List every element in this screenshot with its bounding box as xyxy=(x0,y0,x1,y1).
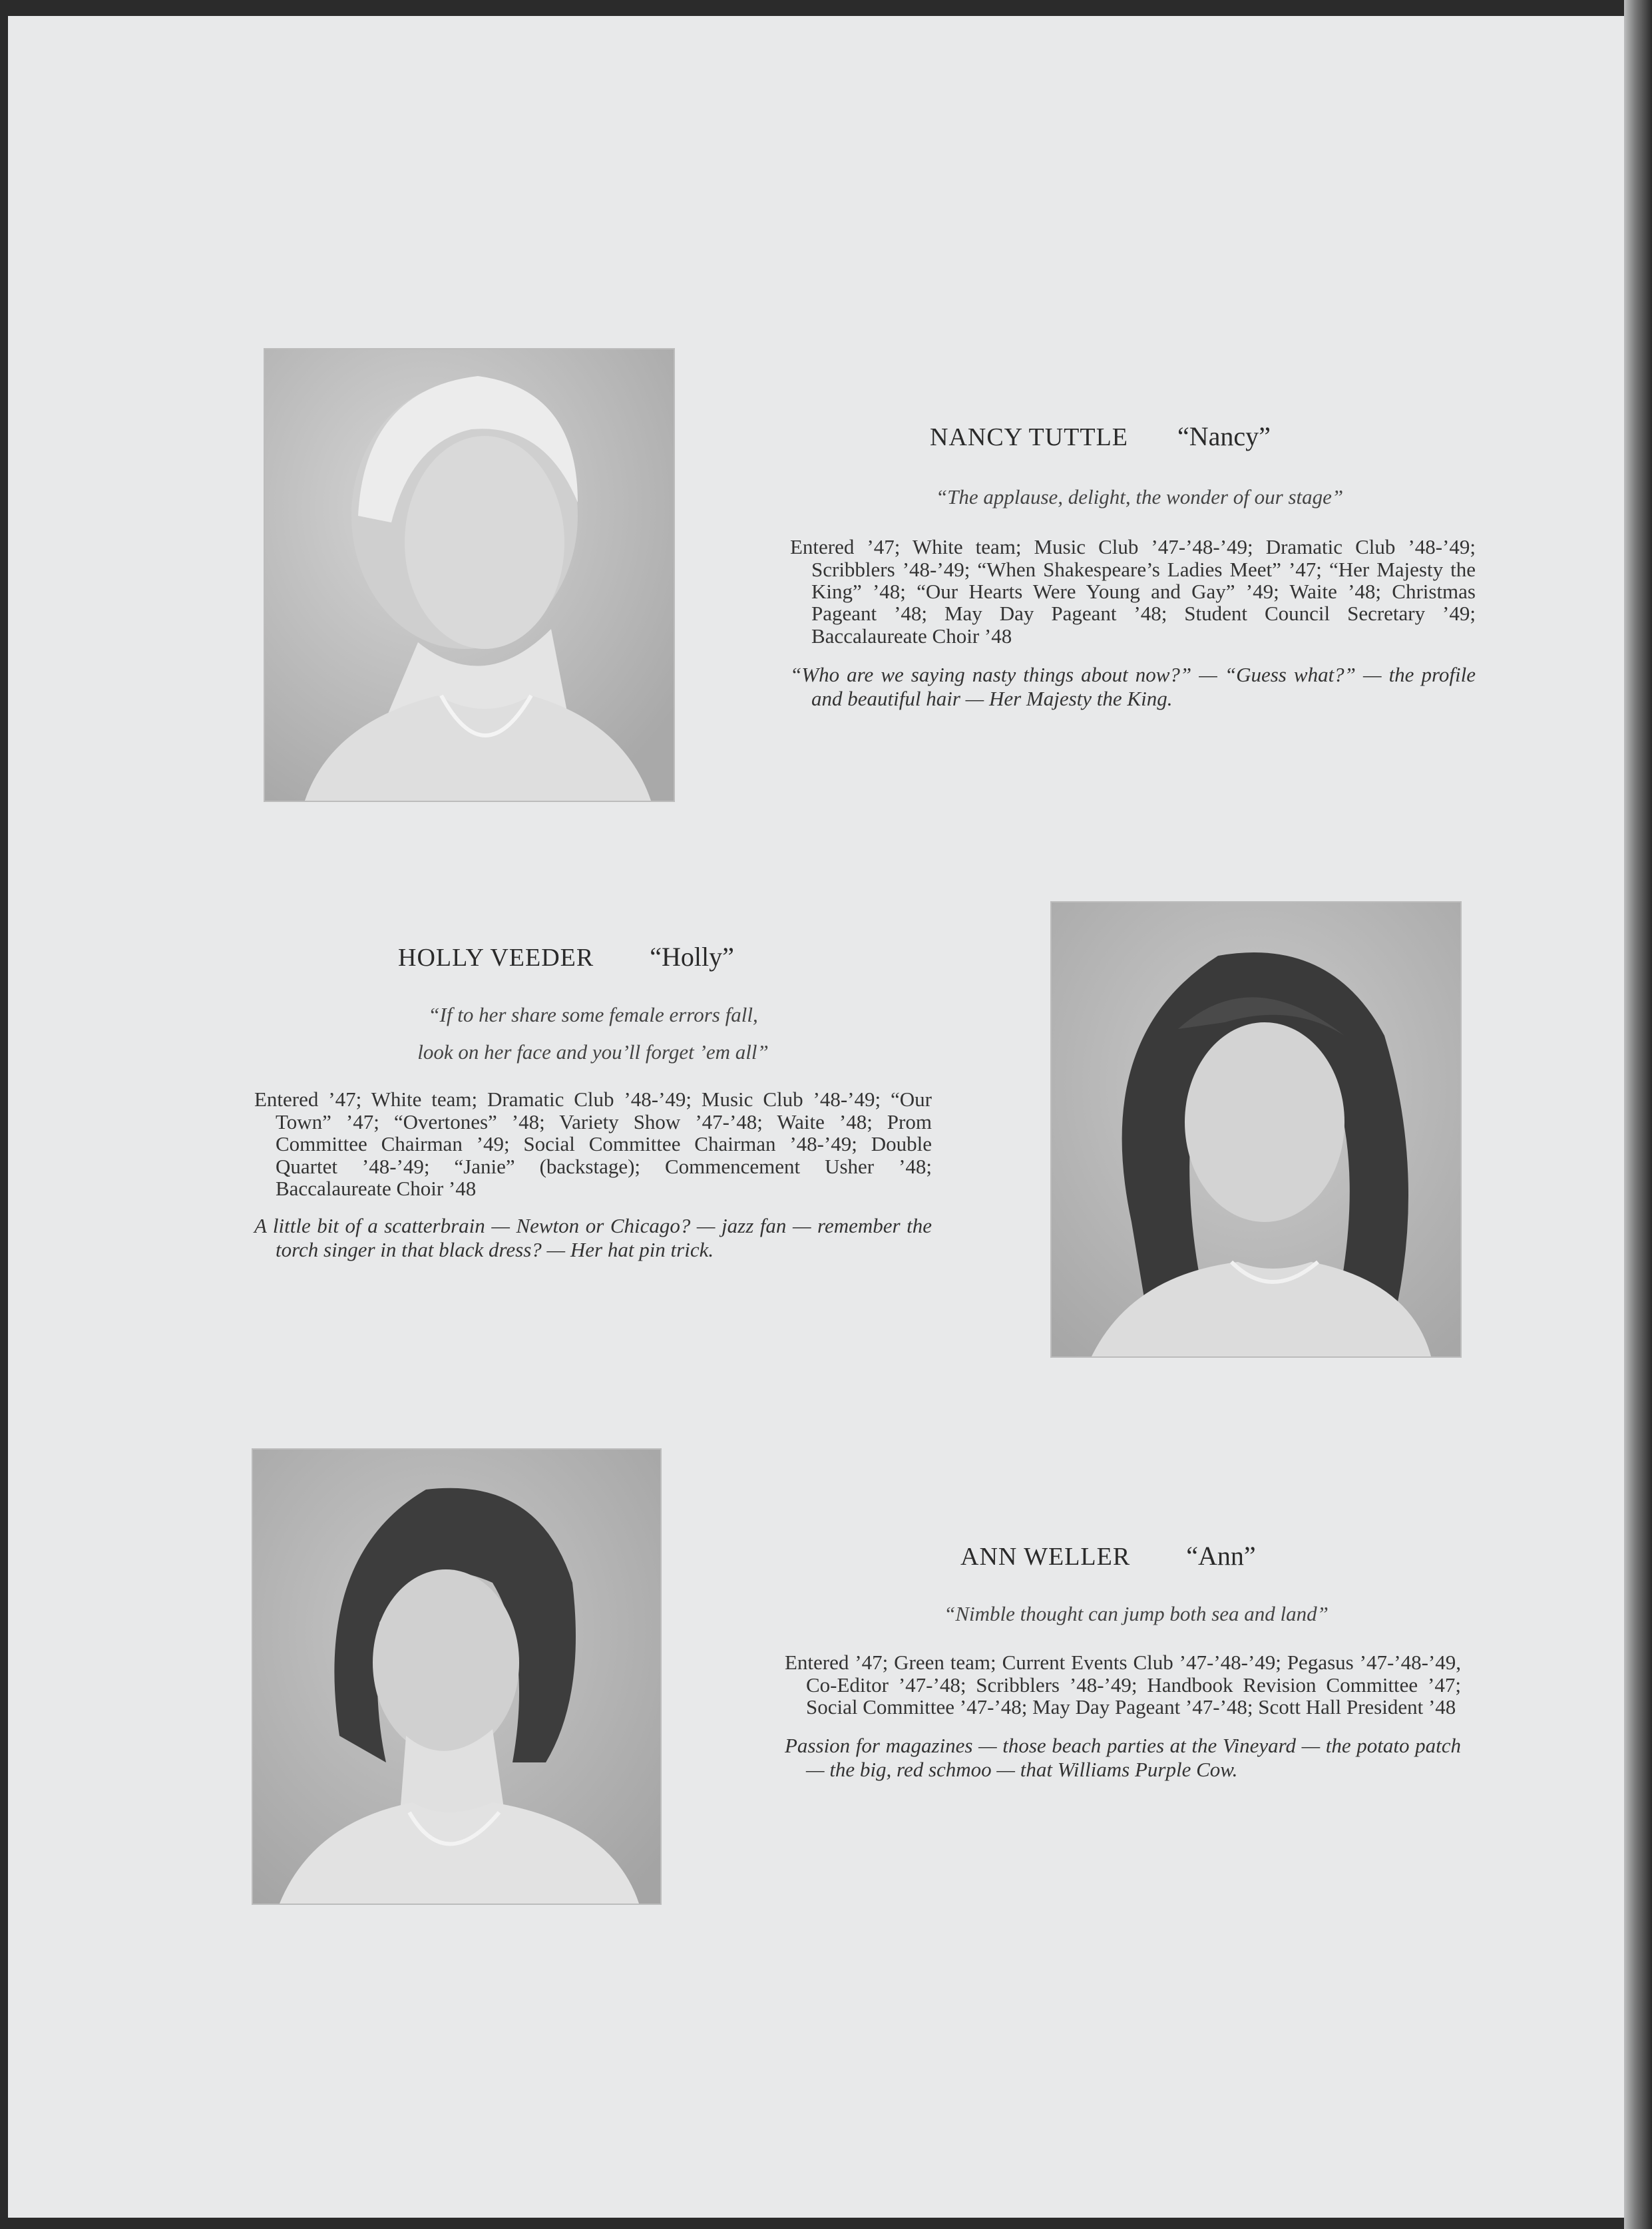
personal-remarks: “Who are we saying nasty things about now?” — “Guess what?” — the profile and beautiful hair — Her Majesty the King. xyxy=(790,663,1476,711)
personal-remarks: A little bit of a scatterbrain — Newton or Chicago? — jazz fan — remember the torch singer in that black dress? — Her hat pin trick. xyxy=(254,1214,932,1262)
activities-record: Entered ’47; White team; Music Club ’47-’48-’49; Dramatic Club ’48-’49; Scribblers ’48-’49; “When Shakespeare’s Ladies Meet” ’47; “Her Majesty the King” ’48; “Our Hearts Were Young and Gay” ’49; Waite ’48; Christmas Pageant ’48; May Day Pageant ’48; Student Council Secretary ’49; Baccalaureate Choir ’48 xyxy=(790,535,1476,648)
personal-remarks: Passion for magazines — those beach parties at the Vineyard — the potato patch — the big, red schmoo — that Williams Purple Cow. xyxy=(785,1734,1461,1782)
activities-record: Entered ’47; White team; Dramatic Club ’48-’49; Music Club ’48-’49; “Our Town” ’47; “Overtones” ’48; Variety Show ’47-’48; Waite ’48; Prom Committee Chairman ’49; Social Committee Chairman ’48-’49; Double Quartet ’48-’49; “Janie” (backstage); Commencement Usher ’48; Baccalaureate Choir ’48 xyxy=(254,1088,932,1200)
name-line xyxy=(254,941,932,972)
senior-quote-line-1: “If to her share some female errors fall, xyxy=(428,1003,758,1026)
student-nickname: “Nancy” xyxy=(1177,421,1271,451)
student-nickname: “Holly” xyxy=(650,942,734,972)
yearbook-page xyxy=(8,16,1637,2218)
student-name: ANN WELLER xyxy=(960,1543,1131,1571)
senior-quote: “Nimble thought can jump both sea and land” xyxy=(944,1602,1329,1625)
entry-holly-veeder xyxy=(254,941,932,1262)
entry-nancy-tuttle xyxy=(790,421,1476,711)
portrait-photo-nancy-tuttle xyxy=(264,348,675,802)
page-edge-shadow xyxy=(1624,0,1652,2229)
name-line xyxy=(790,421,1476,452)
student-name: HOLLY VEEDER xyxy=(398,944,594,972)
student-nickname: “Ann” xyxy=(1186,1541,1256,1571)
activities-record: Entered ’47; Green team; Current Events Club ’47-’48-’49; Pegasus ’47-’48-’49, Co-Editor ’47-’48; Scribblers ’48-’49; Handbook Revision Committee ’47; Social Committee ’47-’48; May Day Pageant ’47-’48; Scott Hall President ’48 xyxy=(785,1651,1461,1719)
senior-quote: “The applause, delight, the wonder of our stage” xyxy=(935,485,1344,508)
entry-ann-weller xyxy=(785,1540,1461,1782)
student-name: NANCY TUTTLE xyxy=(930,423,1129,451)
portrait-photo-holly-veeder xyxy=(1050,901,1462,1358)
portrait-photo-ann-weller xyxy=(252,1448,662,1905)
name-line xyxy=(785,1540,1461,1571)
senior-quote-line-2: look on her face and you’ll forget ’em all” xyxy=(417,1040,769,1064)
